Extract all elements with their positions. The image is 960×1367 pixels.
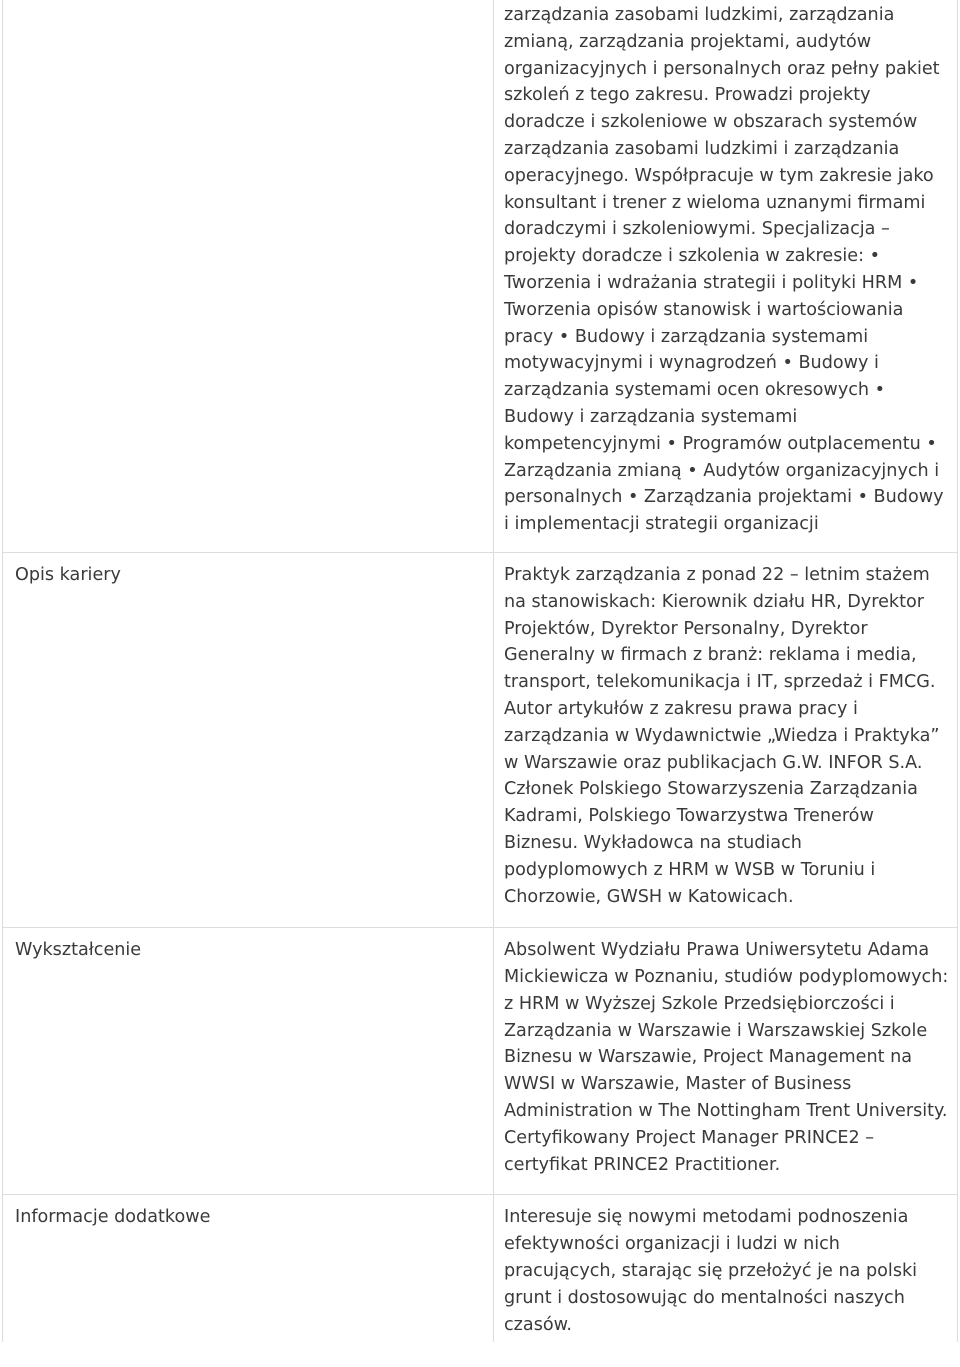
row-label-cell xyxy=(3,928,494,1195)
row-value-specjalizacja: zarządzania zasobami ludzkimi, zarządzania zmianą, zarządzania projektami, audytów organizacyjnych i personalnych oraz pełny pakiet szkoleń z tego zakresu. Prowadzi projekty doradcze i szkoleniowe w obszarach systemów zarządzania zasobami ludzkimi i zarządzania operacyjnego. Współpracuje w tym zakresie jako konsultant i trener z wieloma uznanymi firmami doradczymi i szkoleniowymi. Specjalizacja – projekty doradcze i szkolenia w zakresie: • Tworzenia i wdrażania strategii i polityki HRM • Tworzenia opisów stanowisk i wartościowania pracy • Budowy i zarządzania systemami motywacyjnymi i wynagrodzeń • Budowy i zarządzania systemami ocen okresowych • Budowy i zarządzania systemami kompetencyjnymi • Programów outplacementu • Zarządzania zmianą • Audytów organizacyjnych i personalnych • Zarządzania projektami • Budowy i implementacji strategii organizacji xyxy=(504,5,944,535)
row-value-opis-kariery: Praktyk zarządzania z ponad 22 – letnim stażem na stanowiskach: Kierownik działu HR, Dyrektor Projektów, Dyrektor Personalny, Dyrektor Generalny w firmach z branż: reklama i media, transport, telekomunikacja i IT, sprzedaż i FMCG. Autor artykułów z zakresu prawa pracy i zarządzania w Wydawnictwie „Wiedza i Praktyka” w Warszawie oraz publikacjach G.W. INFOR S.A. Członek Polskiego Stowarzyszenia Zarządzania Kadrami, Polskiego Towarzystwa Trenerów Biznesu. Wykładowca na studiach podyplomowych z HRM w WSB w Toruniu i Chorzowie, GWSH w Katowicach. xyxy=(504,564,940,907)
row-label-informacje-dodatkowe: Informacje dodatkowe xyxy=(15,1207,211,1228)
row-value-informacje-dodatkowe: Interesuje się nowymi metodami podnoszenia efektywności organizacji i ludzi w nich pracujących, starając się przełożyć je na polski grunt i dostosowując do mentalności naszych czasów. xyxy=(504,1207,918,1335)
row-value-wyksztalcenie: Absolwent Wydziału Prawa Uniwersytetu Adama Mickiewicza w Poznaniu, studiów podyplomowych: z HRM w Wyższej Szkole Przedsiębiorczości i Zarządzania w Warszawie i Warszawskiej Szkole Biznesu w Warszawie, Project Management na WWSI w Warszawie, Master of Business Administration w The Nottingham Trent University. Certyfikowany Project Manager PRINCE2 – certyfikat PRINCE2 Practitioner. xyxy=(504,940,949,1175)
table-row-opis-kariery xyxy=(3,552,958,927)
table-row-wyksztalcenie xyxy=(3,928,958,1195)
row-label-cell xyxy=(3,552,494,927)
row-label-opis-kariery: Opis kariery xyxy=(15,564,121,585)
table-row-specjalizacja xyxy=(3,0,958,552)
row-value-cell xyxy=(494,1195,958,1342)
table-row-informacje-dodatkowe xyxy=(3,1195,958,1342)
row-value-cell xyxy=(494,928,958,1195)
row-value-cell xyxy=(494,0,958,552)
row-label-cell xyxy=(3,0,494,552)
profile-table xyxy=(2,0,958,1342)
row-label-wyksztalcenie: Wykształcenie xyxy=(15,940,142,961)
row-value-cell xyxy=(494,552,958,927)
row-label-cell xyxy=(3,1195,494,1342)
